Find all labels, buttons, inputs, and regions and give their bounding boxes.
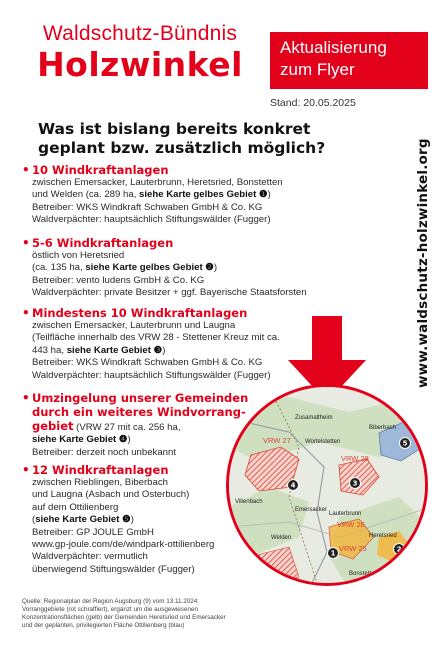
project-link[interactable]: www.gp-joule.com/de/windpark-ottilienberg (32, 539, 215, 551)
operator: Betreiber: WKS Windkraft Schwaben GmbH & Co. KG (32, 357, 263, 369)
item-body (32, 177, 322, 227)
place-label: Biberbach (369, 425, 397, 431)
item-title: Mindestens 10 Windkraftanlagen (32, 306, 248, 320)
landowner: Waldverpächter: hauptsächlich Stiftungswälder (Fugger) (32, 369, 271, 381)
bullet-icon: • (22, 236, 30, 250)
item-title: 12 Windkraftanlagen (32, 463, 169, 477)
update-line-1: Aktualisierung (280, 38, 387, 57)
item-text: und Welden (ca. 289 ha, (32, 189, 140, 201)
item-text: ) (127, 434, 131, 446)
page-headline (38, 120, 368, 158)
item-title: durch ein weiteres Windvorrang- (32, 405, 246, 419)
item-title: Umzingelung unserer Gemeinden (32, 391, 249, 405)
map-marker-4 (288, 480, 299, 491)
map-reference: siehe Karte gelbes Gebiet ❷ (85, 262, 214, 274)
status-date: Stand: 20.05.2025 (270, 97, 356, 109)
headline-line-1: Was ist bislang bereits konkret (38, 120, 311, 138)
item-text: zwischen Emersacker, Lauterbrunn, Heretsried, Bonstetten (32, 177, 283, 188)
marker-number: 3 (352, 479, 358, 488)
list-item (22, 306, 322, 382)
place-label: Emersacker (295, 507, 328, 513)
operator: Betreiber: WKS Windkraft Schwaben GmbH & Co. KG (32, 201, 263, 213)
item-text: östlich von Heretsried (32, 250, 125, 261)
operator: Betreiber: GP JOULE GmbH (32, 526, 154, 538)
footnote-line: Quelle: Regionalplan der Region Augsburg (9) vom 13.11.2024: (22, 598, 200, 605)
map-reference: siehe Karte gelbes Gebiet ❶ (139, 189, 268, 201)
vrw-label: VRW 25 (339, 544, 367, 553)
operator: Betreiber: vento ludens GmbH & Co. KG (32, 274, 205, 286)
marker-number: 4 (290, 481, 296, 490)
map-marker-5 (400, 438, 411, 449)
place-label: Welden (271, 535, 292, 541)
bullet-icon: • (22, 306, 30, 320)
marker-number: 5 (402, 439, 408, 448)
landowner: Waldverpächter: hauptsächlich Stiftungswälder (Fugger) (32, 214, 271, 226)
item-text: (VRW 27 mit ca. 256 ha, (73, 422, 181, 433)
landowner: Waldverpächter: vermutlich (32, 551, 148, 563)
item-text: ( (32, 514, 36, 526)
place-label: Adelsried (379, 579, 405, 585)
place-label: Lauterbrunn (329, 511, 362, 517)
item-text: ) (130, 514, 134, 526)
footnote-line: Vorranggebiete (rot schraffiert), ergänzt um die ausgewiesenen (22, 606, 198, 613)
map-reference: siehe Karte Gebiet ❺ (35, 514, 131, 526)
item-body (32, 250, 322, 300)
vrw-label: VRW 28 (341, 454, 369, 463)
item-text: ) (267, 189, 271, 201)
update-banner (270, 32, 428, 89)
place-label: Bonstetten (349, 571, 378, 577)
place-label: Wortelstetten (305, 439, 341, 445)
item-text: zwischen Emersacker, Lauterbrunn und Laugna (32, 320, 236, 331)
place-label: Villenbach (235, 499, 263, 505)
item-title: gebiet (32, 419, 74, 433)
map-marker-2 (394, 544, 405, 555)
place-label: Heretsried (369, 533, 397, 539)
item-text: zwischen Rieblingen, Biberbach (32, 477, 168, 488)
bullet-icon: • (22, 163, 30, 177)
update-line-2: zum Flyer (280, 60, 355, 79)
map-reference: siehe Karte Gebiet ❹ (32, 434, 128, 446)
footnote-line: und der geplanten, privilegierten Fläche Ottilienberg (blau) (22, 622, 185, 629)
vrw-label: VRW 26 (337, 520, 365, 529)
item-title: 5-6 Windkraftanlagen (32, 236, 174, 250)
headline-line-2: geplant bzw. zusätzlich möglich? (38, 139, 326, 157)
vrw-label: VRW 27 (263, 436, 291, 445)
map-graphic (229, 387, 428, 586)
bullet-icon: • (22, 463, 30, 477)
landowner: überwiegend Stiftungswälder (Fugger) (32, 563, 195, 575)
source-footnote (22, 598, 262, 630)
website-url[interactable]: www.waldschutz-holzwinkel.org (415, 138, 431, 388)
org-prefix: Waldschutz-Bündnis (42, 22, 238, 45)
bullet-icon: • (22, 391, 30, 405)
list-item (22, 236, 322, 300)
marker-number: 1 (330, 549, 336, 558)
item-text: auf dem Ottilienberg (32, 501, 119, 513)
map-marker-1 (328, 548, 339, 559)
list-item (22, 163, 322, 227)
organization-title (24, 22, 256, 84)
item-text: 443 ha, (32, 344, 67, 356)
item-text: ) (162, 344, 166, 356)
item-text: (Teilfläche innerhalb des VRW 28 - Stettener Kreuz mit ca. (32, 332, 280, 344)
operator: Betreiber: derzeit noch unbekannt (32, 446, 176, 458)
item-title: 10 Windkraftanlagen (32, 163, 169, 177)
item-text: (ca. 135 ha, (32, 262, 86, 274)
map-marker-3 (350, 478, 361, 489)
item-text: und Laugna (Asbach und Osterbuch) (32, 489, 190, 501)
map-reference: siehe Karte Gebiet ❸ (66, 344, 163, 356)
area-map (226, 384, 428, 586)
item-body (32, 320, 322, 382)
marker-number: 2 (396, 545, 402, 554)
place-label: Zusamaltheim (295, 415, 333, 421)
landowner: Waldverpächter: private Besitzer + ggf. Bayerische Staatsforsten (32, 287, 307, 299)
org-name: Holzwinkel (37, 45, 243, 84)
item-text: ) (213, 262, 218, 274)
footnote-line: Konzentrationsflächen (gelb) der Gemeinden Heretsried und Emersacker (22, 614, 226, 621)
